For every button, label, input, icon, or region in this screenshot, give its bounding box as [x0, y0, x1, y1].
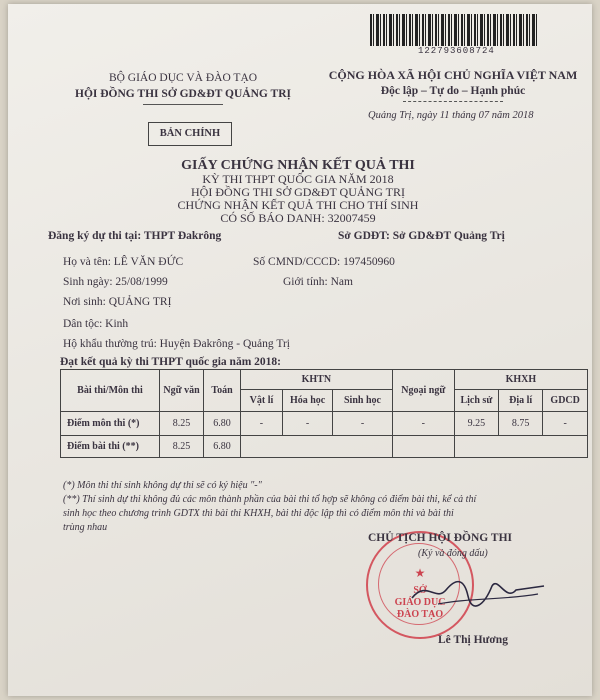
signer-name: Lê Thị Hương — [438, 634, 508, 646]
row-label: Điểm môn thi (*) — [61, 412, 160, 436]
col-physics: Vật lí — [240, 390, 282, 412]
score-physics: - — [240, 412, 282, 436]
note-2c: trùng nhau — [63, 522, 108, 533]
exam-score-math: 6.80 — [204, 436, 241, 458]
national-motto: Độc lập – Tự do – Hạnh phúc — [380, 85, 526, 97]
score-chemistry: - — [283, 412, 333, 436]
results-table — [60, 369, 588, 458]
certification-line: CHỨNG NHẬN KẾT QUẢ THI CHO THÍ SINH — [177, 198, 419, 212]
score-foreign: - — [392, 412, 454, 436]
col-math: Toán — [204, 370, 241, 412]
barcode — [370, 14, 538, 46]
place-date: Quảng Trị, ngày 11 tháng 07 năm 2018 — [368, 110, 534, 121]
nation-name: CỘNG HÒA XÃ HỘI CHỦ NGHĨA VIỆT NAM — [328, 68, 578, 82]
ministry-name: BỘ GIÁO DỤC VÀ ĐÀO TẠO — [108, 72, 258, 84]
col-foreign: Ngoại ngữ — [392, 370, 454, 412]
score-civics: - — [543, 412, 588, 436]
score-math: 6.80 — [204, 412, 241, 436]
candidate-ethnicity: Dân tộc: Kinh — [63, 318, 129, 330]
col-biology: Sinh học — [333, 390, 393, 412]
registration-site: Đăng ký dự thi tại: THPT Đakrông — [48, 230, 222, 242]
group-khtn: KHTN — [240, 370, 392, 390]
candidate-dob: Sinh ngày: 25/08/1999 — [63, 276, 168, 288]
col-geography: Địa lí — [499, 390, 543, 412]
candidate-gender: Giới tính: Nam — [283, 276, 353, 288]
col-history: Lịch sử — [454, 390, 498, 412]
signature-hint: (Ký và đóng dấu) — [418, 548, 488, 559]
score-geography: 8.75 — [499, 412, 543, 436]
score-history: 9.25 — [454, 412, 498, 436]
exam-name: KỲ THI THPT QUỐC GIA NĂM 2018 — [202, 172, 394, 186]
candidate-id: Số CMND/CCCD: 197450960 — [253, 256, 395, 268]
score-literature: 8.25 — [159, 412, 203, 436]
header-left-rule — [143, 104, 223, 105]
exam-khxh-empty — [454, 436, 587, 458]
original-copy-label: BẢN CHÍNH — [148, 122, 232, 146]
exam-score-literature: 8.25 — [159, 436, 203, 458]
candidate-number: CÓ SỐ BÁO DANH: 32007459 — [220, 211, 376, 225]
certificate-paper — [8, 4, 592, 696]
seal-text-mid: GIÁO DỤC — [394, 597, 446, 608]
chair-title: CHỦ TỊCH HỘI ĐỒNG THI — [368, 532, 512, 544]
note-2b: sinh học theo chương trình GDTX thì bài thi KHXH, bài thi độc lập thì có điểm môn thi và bài thi — [63, 508, 454, 519]
exam-foreign-empty — [392, 436, 454, 458]
candidate-birthplace: Nơi sinh: QUẢNG TRỊ — [63, 296, 172, 308]
seal-text-top: SỞ — [413, 585, 427, 596]
header-right-rule — [403, 101, 503, 102]
col-literature: Ngữ văn — [159, 370, 203, 412]
barcode-number: 122793608724 — [418, 46, 495, 56]
note-1: (*) Môn thi thí sinh không dự thi sẽ có ký hiệu "-" — [63, 480, 262, 491]
table-row — [61, 412, 588, 436]
star-icon: ★ — [414, 566, 426, 580]
col-civics: GDCD — [543, 390, 588, 412]
score-biology: - — [333, 412, 393, 436]
exam-khtn-empty — [240, 436, 392, 458]
candidate-name: Họ và tên: LÊ VĂN ĐỨC — [63, 256, 184, 268]
candidate-residence: Hộ khẩu thường trú: Huyện Đakrông - Quảng Trị — [63, 338, 290, 350]
certificate-title: GIẤY CHỨNG NHẬN KẾT QUẢ THI — [181, 158, 415, 173]
handwritten-signature — [408, 572, 548, 612]
group-khxh: KHXH — [454, 370, 587, 390]
seal-text-bottom: ĐÀO TẠO — [396, 609, 444, 620]
registration-dept: Sở GDĐT: Sở GD&ĐT Quảng Trị — [338, 230, 505, 242]
note-2a: (**) Thí sinh dự thi không đủ các môn thành phần của bài thi tổ hợp sẽ không có điểm bài thi, kể cả thí — [63, 494, 477, 505]
table-row — [61, 436, 588, 458]
exam-council: HỘI ĐỒNG THI SỞ GD&ĐT QUẢNG TRỊ — [191, 185, 405, 199]
col-subject: Bài thi/Môn thi — [61, 370, 160, 412]
row-label: Điểm bài thi (**) — [61, 436, 160, 458]
council-name: HỘI ĐỒNG THI SỞ GD&ĐT QUẢNG TRỊ — [75, 88, 291, 100]
col-chemistry: Hóa học — [283, 390, 333, 412]
results-heading: Đạt kết quả kỳ thi THPT quốc gia năm 2018: — [60, 356, 281, 368]
